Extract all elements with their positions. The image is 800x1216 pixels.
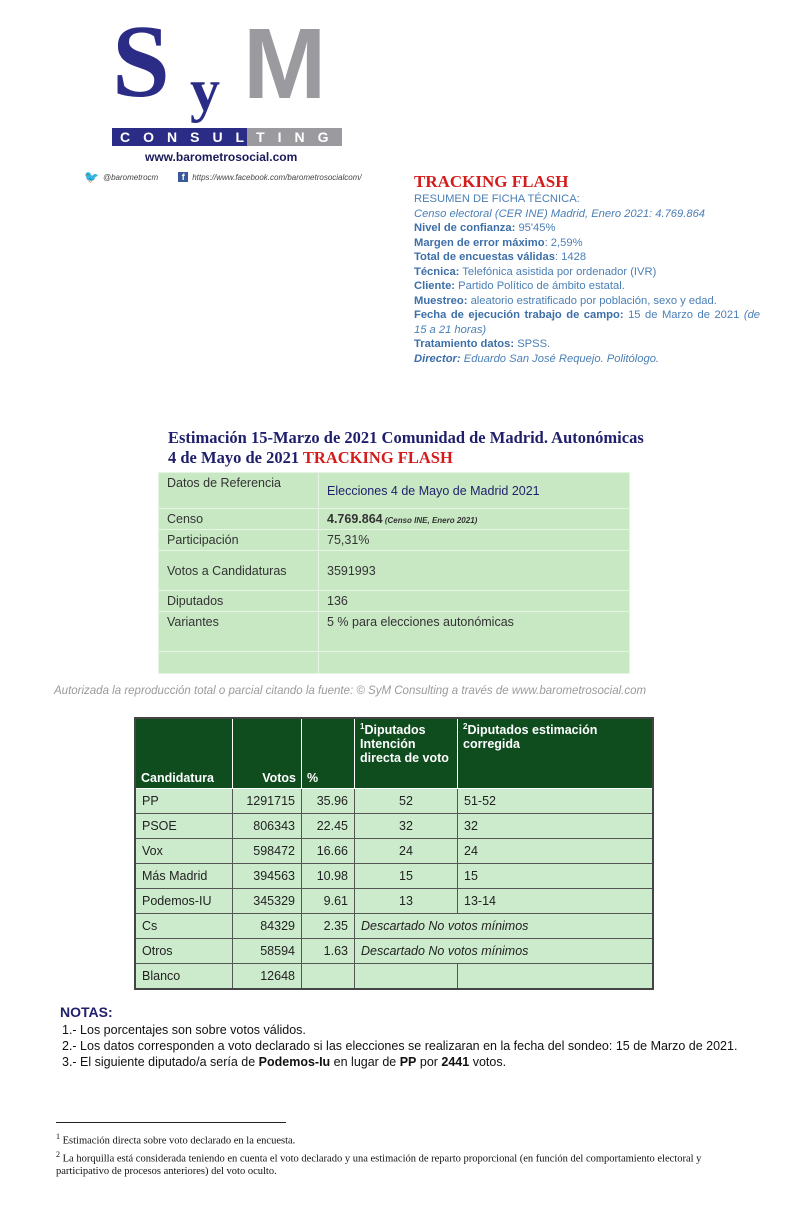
ficha-fecha: Fecha de ejecución trabajo de campo: 15 de Marzo de 2021 (de 15 a 21 horas) (414, 309, 761, 336)
cell-est: 24 (458, 838, 654, 863)
logo-letter-s: S (112, 4, 170, 119)
ref-row (159, 551, 630, 591)
cell-pct: 1.63 (302, 938, 355, 963)
ref-label: Diputados (159, 591, 319, 612)
cell-note: Descartado No votos mínimos (355, 938, 654, 963)
results-header (135, 718, 653, 788)
twitter-bird-icon: 🐦 (84, 170, 99, 184)
cell-name: Vox (135, 838, 233, 863)
cell-name: Cs (135, 913, 233, 938)
ficha-tratamiento: Tratamiento datos: SPSS. (414, 338, 551, 350)
cell-note: Descartado No votos mínimos (355, 913, 654, 938)
ficha-tecnica (414, 172, 760, 366)
ficha-title: TRACKING FLASH (414, 172, 569, 191)
ref-value (319, 652, 630, 674)
cell-votos: 598472 (233, 838, 302, 863)
cell-votos: 12648 (233, 963, 302, 989)
col-candidatura: Candidatura (135, 718, 233, 788)
reference-table (158, 472, 630, 674)
table-row (135, 863, 653, 888)
ref-label: Variantes (159, 612, 319, 652)
ref-label: Datos de Referencia (159, 473, 319, 509)
ficha-cliente: Cliente: Partido Político de ámbito estatal. (414, 280, 625, 292)
ref-value: 75,31% (319, 530, 630, 551)
logo-wordmark: CONSULTING (120, 129, 342, 145)
table-row (135, 838, 653, 863)
col-diputados: $^1$Diputados Intención directa de voto (355, 718, 458, 788)
results-table (134, 717, 654, 990)
cell-name: PP (135, 788, 233, 813)
cell-dip: 13 (355, 888, 458, 913)
col-pct: % (302, 718, 355, 788)
cell-est: 51-52 (458, 788, 654, 813)
note-1: 1.- Los porcentajes son sobre votos válidos. (62, 1023, 306, 1037)
ficha-confianza: Nivel de confianza: 95'45% (414, 222, 556, 234)
ref-row (159, 473, 630, 509)
logo-letter-y: y (190, 57, 220, 123)
ficha-tecnica-line: Técnica: Telefónica asistida por ordenador (IVR) (414, 265, 657, 278)
table-row (135, 813, 653, 838)
ref-row-empty (159, 652, 630, 674)
cell-dip: 15 (355, 863, 458, 888)
logo-letter-m: M (243, 8, 327, 120)
cell-name: Más Madrid (135, 863, 233, 888)
website-link[interactable]: www.barometrosocial.com (145, 150, 298, 164)
cell-dip: 52 (355, 788, 458, 813)
cell-name: PSOE (135, 813, 233, 838)
ref-value: 3591993 (319, 551, 630, 591)
ref-row (159, 612, 630, 652)
cell-pct: 10.98 (302, 863, 355, 888)
cell-votos: 806343 (233, 813, 302, 838)
col-votos: Votos (233, 718, 302, 788)
cell-pct: 16.66 (302, 838, 355, 863)
cell-pct: 22.45 (302, 813, 355, 838)
ficha-director: Director: Eduardo San José Requejo. Politólogo. (414, 352, 660, 365)
footnote-divider (56, 1122, 286, 1123)
cell-votos: 394563 (233, 863, 302, 888)
cell-votos: 345329 (233, 888, 302, 913)
ref-row (159, 530, 630, 551)
cell-votos: 1291715 (233, 788, 302, 813)
ref-row (159, 509, 630, 530)
ref-value: 4.769.864 (Censo INE, Enero 2021) (319, 509, 630, 530)
cell-dip (355, 963, 458, 989)
footnote-1: $^1$ Estimación directa sobre voto declarado en la encuesta. (56, 1132, 296, 1147)
table-row (135, 913, 653, 938)
facebook-url[interactable]: https://www.facebook.com/barometrosocialcom/ (192, 172, 362, 182)
cell-est: 13-14 (458, 888, 654, 913)
ficha-encuestas: Total de encuestas válidas: 1428 (414, 251, 587, 263)
ref-value: Elecciones 4 de Mayo de Madrid 2021 (319, 473, 630, 509)
footnotes (56, 1130, 746, 1178)
cell-est: 15 (458, 863, 654, 888)
table-row (135, 963, 653, 989)
cell-name: Blanco (135, 963, 233, 989)
cell-pct: 35.96 (302, 788, 355, 813)
ref-row (159, 591, 630, 612)
cell-est: 32 (458, 813, 654, 838)
twitter-handle[interactable]: @barometrocm (102, 172, 159, 182)
ref-label: Votos a Candidaturas (159, 551, 319, 591)
cell-dip: 32 (355, 813, 458, 838)
cell-name: Podemos-IU (135, 888, 233, 913)
ref-label (159, 652, 319, 674)
cell-votos: 84329 (233, 913, 302, 938)
col-estimacion: $^2$Diputados estimación corregida (458, 718, 654, 788)
notes (60, 1004, 750, 1070)
cell-pct: 9.61 (302, 888, 355, 913)
ficha-censo: Censo electoral (CER INE) Madrid, Enero 2021: 4.769.864 (414, 207, 706, 220)
note-3: 3.- El siguiente diputado/a sería de Podemos-Iu en lugar de PP por 2441 votos. (62, 1055, 507, 1069)
cell-dip: 24 (355, 838, 458, 863)
ref-label: Participación (159, 530, 319, 551)
ref-label: Censo (159, 509, 319, 530)
table-row (135, 788, 653, 813)
ficha-subtitle: RESUMEN DE FICHA TÉCNICA: (414, 193, 580, 205)
facebook-icon: f (178, 172, 188, 182)
table-row (135, 938, 653, 963)
social-links (84, 170, 362, 184)
cell-name: Otros (135, 938, 233, 963)
cell-votos: 58594 (233, 938, 302, 963)
ref-value: 5 % para elecciones autonómicas (319, 612, 630, 652)
ref-value: 136 (319, 591, 630, 612)
notes-title: NOTAS: (60, 1004, 113, 1020)
footnote-2: $^2$ La horquilla está considerada teniendo en cuenta el voto declarado y una estimación de reparto proporcional (en función del comportamiento electoral y participativo de procesos anteriores) del voto oculto. (56, 1149, 702, 1177)
authorization-note: Autorizada la reproducción total o parcial citando la fuente: © SyM Consulting a través de www.barometrosocial.com (54, 685, 647, 697)
table-row (135, 888, 653, 913)
cell-est (458, 963, 654, 989)
estimation-heading: Estimación 15-Marzo de 2021 Comunidad de Madrid. Autonómicas 4 de Mayo de 2021 TRACKING FLASH (168, 428, 644, 467)
ficha-muestreo: Muestreo: aleatorio estratificado por población, sexo y edad. (414, 294, 717, 307)
note-2: 2.- Los datos corresponden a voto declarado si las elecciones se realizaran en la fecha del sondeo: 15 de Marzo de 2021. (62, 1039, 738, 1053)
ficha-margen: Margen de error máximo: 2,59% (414, 236, 583, 249)
cell-pct (302, 963, 355, 989)
cell-pct: 2.35 (302, 913, 355, 938)
